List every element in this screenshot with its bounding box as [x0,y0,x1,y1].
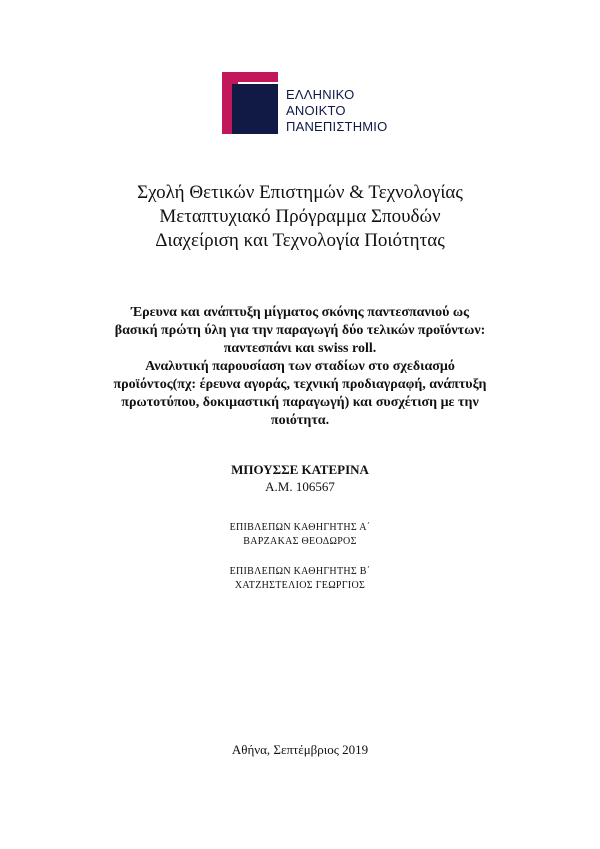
title-line-3: παντεσπάνι και swiss roll. [223,341,377,356]
title-line-5: προϊόντος(πχ: έρευνα αγοράς, τεχνική προδιαγραφή, ανάπτυξη [113,377,487,392]
faculty-block [0,181,600,253]
student-id: Α.Μ. 106567 [265,479,335,494]
author-name: ΜΠΟΥΣΣΕ ΚΑΤΕΡΙΝΑ [231,462,369,477]
university-name-line-1: ΕΛΛΗΝΙΚΟ [286,87,355,102]
title-line-7: ποιότητα. [270,413,330,428]
university-name-line-3: ΠΑΝΕΠΙΣΤΗΜΙΟ [286,119,388,134]
title-line-2: βασική πρώτη ύλη για την παραγωγή δύο τελικών προϊόντων: [114,323,486,338]
program-specialization: Διαχείριση και Τεχνολογία Ποιότητας [155,230,445,251]
second-supervisor-name: ΧΑΤΖΗΣΤΕΛΙΟΣ ΓΕΩΡΓΙΟΣ [234,580,366,591]
first-supervisor-name: ΒΑΡΖΑΚΑΣ ΘΕΟΔΩΡΟΣ [243,536,357,547]
title-line-4: Αναλυτική παρουσίαση των σταδίων στο σχεδιασμό [145,359,455,374]
thesis-title [90,304,510,430]
school-name: Σχολή Θετικών Επιστημών & Τεχνολογίας [137,182,463,203]
second-supervisor-role: ΕΠΙΒΛΕΠΩΝ ΚΑΘΗΓΗΤΗΣ Β΄ [229,566,371,577]
place-date: Αθήνα, Σεπτέμβριος 2019 [231,742,369,757]
first-supervisor-role: ΕΠΙΒΛΕΠΩΝ ΚΑΘΗΓΗΤΗΣ Α΄ [229,522,371,533]
university-name-line-2: ΑΝΟΙΚΤΟ [286,103,346,118]
title-line-1: Έρευνα και ανάπτυξη μίγματος σκόνης παντεσπανιού ως [131,305,469,320]
title-line-6: πρωτοτύπου, δοκιμαστική παραγωγή) και συσχέτιση με την [121,395,479,410]
university-name [286,87,387,135]
author-block [0,461,600,495]
university-logo [222,72,422,142]
program-name: Μεταπτυχιακό Πρόγραμμα Σπουδών [159,206,441,227]
second-supervisor [0,565,600,593]
university-logo-mark [222,72,278,134]
first-supervisor [0,521,600,549]
